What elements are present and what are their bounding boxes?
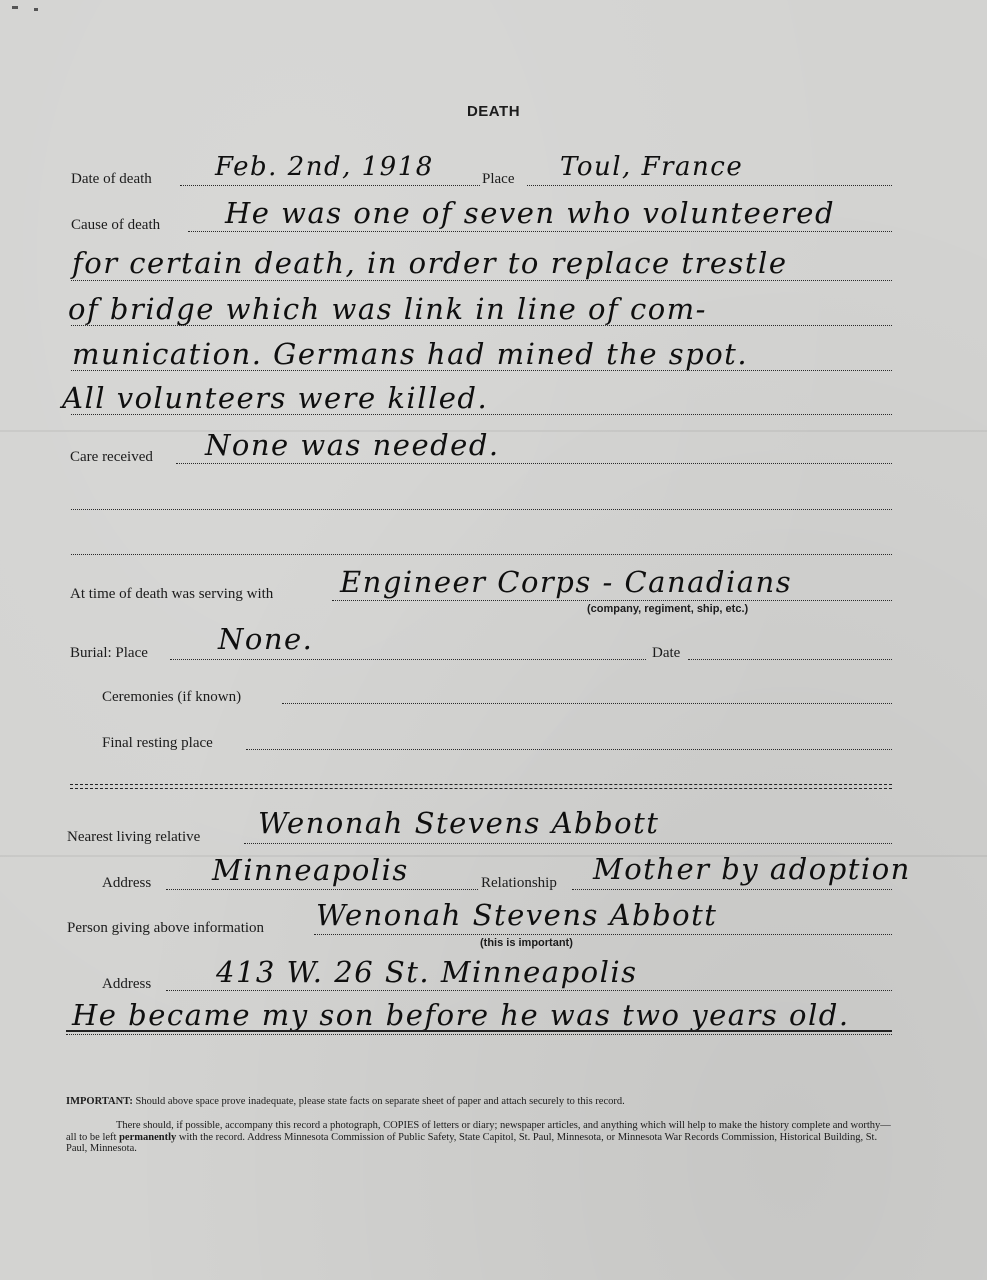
address2-line [166,990,892,991]
important-text: Should above space prove inadequate, please state facts on separate sheet of paper and attach securely to this record. [135,1096,625,1107]
cause-value-1: He was one of seven who volunteered [225,196,836,230]
place-label: Place [482,171,515,187]
nearest-relative-line [244,843,892,844]
instructions-paragraph [66,1120,891,1155]
informant-line [314,934,892,935]
care-line-2 [71,509,892,510]
handwritten-note: He became my son before he was two years old. [72,998,850,1032]
final-resting-label: Final resting place [102,735,213,751]
note-line [66,1034,892,1035]
instructions-bold: permanently [119,1131,177,1143]
burial-place-label: Burial: Place [70,645,148,661]
address2-label: Address [102,976,152,992]
cause-value-4: munication. Germans had mined the spot. [72,337,749,371]
serving-with-hint: (company, regiment, ship, etc.) [587,603,749,615]
burial-date-line [688,659,892,660]
place-line [527,185,892,186]
date-of-death-value: Feb. 2nd, 1918 [215,152,434,182]
address2-value: 413 W. 26 St. Minneapolis [216,955,638,989]
cause-of-death-label: Cause of death [71,217,161,233]
form-heading: DEATH [466,103,521,120]
important-note [66,1096,891,1108]
serving-with-line [332,600,892,601]
care-received-value: None was needed. [205,428,500,462]
relationship-value: Mother by adoption [593,852,911,886]
date-of-death-line [180,185,480,186]
cause-value-2: for certain death, in order to replace trestle [72,246,788,280]
note-underline [66,1030,892,1032]
important-label: IMPORTANT: [66,1096,133,1107]
cause-line-1 [188,231,892,232]
relationship-label: Relationship [481,875,557,891]
scan-mark [12,6,18,9]
cause-value-3: of bridge which was link in line of com- [68,292,707,326]
informant-hint: (this is important) [480,937,573,949]
care-line-3 [71,554,892,555]
care-line-1 [176,463,892,464]
ceremonies-label: Ceremonies (if known) [102,689,242,705]
scan-mark [34,8,38,11]
informant-label: Person giving above information [67,920,265,936]
nearest-relative-label: Nearest living relative [67,829,201,845]
final-resting-line [246,749,892,750]
place-value: Toul, France [560,152,744,182]
address-line [166,889,478,890]
address-label: Address [102,875,152,891]
cause-value-5: All volunteers were killed. [62,381,489,415]
informant-value: Wenonah Stevens Abbott [316,898,718,932]
ceremonies-line [282,703,892,704]
relationship-line [572,889,892,890]
burial-date-label: Date [652,645,681,661]
instructions-text-b: with the record. Address Minnesota Commission of Public Safety, State Capitol, St. Paul, Minnesota, or Minnesota War Records Commission, Historical Building, St. Paul, Minnesota. [66,1131,878,1154]
nearest-relative-value: Wenonah Stevens Abbott [258,806,660,840]
address-value: Minneapolis [212,853,409,887]
cause-line-2 [71,280,892,281]
care-received-label: Care received [70,449,153,465]
burial-place-value: None. [218,622,314,656]
serving-with-value: Engineer Corps - Canadians [340,565,793,599]
section-divider [70,784,892,789]
burial-place-line [170,659,646,660]
serving-with-label: At time of death was serving with [70,586,274,602]
date-of-death-label: Date of death [71,171,152,187]
instructions-text-a: There should, if possible, accompany this record a photograph, COPIES of letters or diary; newspaper articles, and anything which will help to make the history complete and worthy—all to be left [66,1120,891,1143]
